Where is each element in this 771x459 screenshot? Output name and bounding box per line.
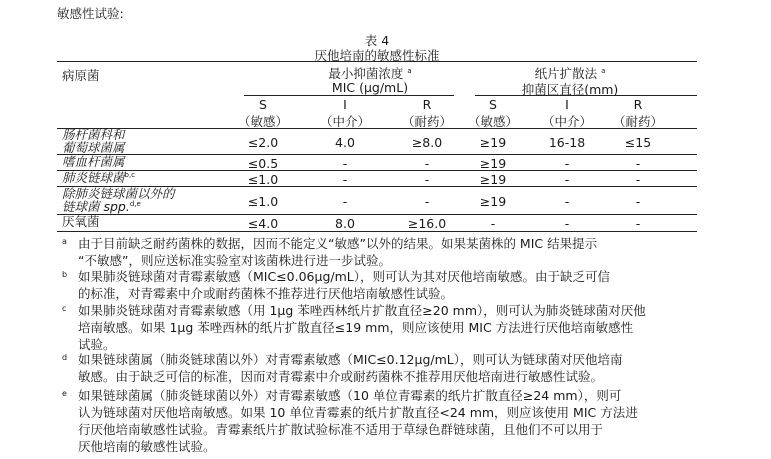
cell-r2-disk-r: - bbox=[635, 156, 641, 171]
footnote-e-line3: 行厌他培南敏感性试验。青霉素纸片扩散试验标准不适用于草绿色群链球菌，且他们不可以用于 bbox=[78, 422, 604, 437]
cell-r1-disk-r: ≤15 bbox=[624, 135, 652, 150]
cell-r3-disk-i: - bbox=[564, 172, 570, 187]
cell-r1-mic-s: ≤2.0 bbox=[247, 135, 279, 150]
footnote-c-line1: 如果肺炎链球菌对青霉素敏感（用 1μg 苯唑西林纸片扩散直径≥20 mm），则可认为肺炎链球菌对厌他 bbox=[78, 303, 646, 318]
intro-text: 敏感性试验: bbox=[57, 6, 124, 21]
cell-r5-disk-s: - bbox=[490, 216, 496, 231]
footnote-c bbox=[62, 302, 692, 353]
sub-label-mic-i: （中介） bbox=[319, 114, 370, 129]
footnote-d bbox=[62, 351, 692, 385]
cell-r3-mic-r: - bbox=[424, 172, 430, 187]
cell-r3-mic-s: ≤1.0 bbox=[247, 172, 279, 187]
cell-r1-mic-r: ≥8.0 bbox=[411, 135, 443, 150]
footnote-d-line2: 敏感。由于缺乏可信的标准，因而对青霉素中介或耐药菌株不推荐用厌他培南进行敏感性试验。 bbox=[78, 369, 604, 384]
cell-r2-disk-i: - bbox=[564, 156, 570, 171]
footnote-e-line4: 厌他培南的敏感性试验。 bbox=[78, 439, 216, 454]
mic-header-footnote-mark: a bbox=[407, 66, 412, 75]
row-pathogen-anaerobes: 厌氧菌 bbox=[62, 214, 100, 229]
footnote-c-line3: 试验。 bbox=[78, 337, 116, 352]
row-pathogen-haemophilus: 嗜血杆菌属 bbox=[62, 154, 125, 169]
footnote-b-mark: b bbox=[62, 270, 68, 279]
footnote-e-line2: 认为链球菌对厌他培南敏感。如果 10 单位青霉素的纸片扩散直径<24 mm，则应该使用 MIC 方法进 bbox=[78, 405, 638, 420]
footnote-c-line2: 培南敏感。如果 1μg 苯唑西林的纸片扩散直径≤19 mm，则应该使用 MIC 方法进行厌他培南敏感性 bbox=[78, 320, 634, 335]
sub-code-mic-s: S bbox=[259, 97, 267, 112]
cell-r5-disk-i: - bbox=[564, 216, 570, 231]
cell-r5-mic-s: ≤4.0 bbox=[247, 216, 279, 231]
disk-header-line1: 纸片扩散法 bbox=[534, 66, 598, 81]
sub-label-disk-s: （敏感） bbox=[467, 114, 518, 129]
table-caption-title: 厌他培南的敏感性标准 bbox=[314, 48, 440, 63]
sub-code-disk-s: S bbox=[489, 97, 497, 112]
cell-r4-mic-r: - bbox=[424, 194, 430, 209]
row-rule-2 bbox=[57, 170, 697, 171]
header-bottom-rule bbox=[57, 128, 697, 129]
cell-r2-mic-s: ≤0.5 bbox=[247, 156, 279, 171]
cell-r5-mic-r: ≥16.0 bbox=[407, 216, 447, 231]
row-pathogen-other-streptococci: 除肺炎链球菌以外的 链球菌 spp.$^{d,e}$ bbox=[62, 186, 175, 214]
row3-footnote-marks: b,c bbox=[124, 170, 136, 179]
sub-label-disk-i: （中介） bbox=[541, 114, 592, 129]
sub-label-mic-s: （敏感） bbox=[237, 114, 288, 129]
row4-footnote-marks: d,e bbox=[129, 199, 141, 208]
footnote-a bbox=[62, 235, 692, 269]
footnote-e-line1: 如果链球菌属（肺炎链球菌以外）对青霉素敏感（10 单位青霉素的纸片扩散直径≥24 mm），则可 bbox=[78, 388, 622, 403]
sub-code-disk-i: I bbox=[565, 97, 569, 112]
mic-header-line1: 最小抑菌浓度 bbox=[328, 66, 404, 81]
table-caption-number: 表 4 bbox=[364, 33, 390, 48]
cell-r1-disk-s: ≥19 bbox=[479, 135, 507, 150]
cell-r3-disk-r: - bbox=[635, 172, 641, 187]
mic-group-rule bbox=[244, 95, 454, 96]
disk-group-rule bbox=[475, 95, 697, 96]
cell-r4-mic-s: ≤1.0 bbox=[247, 194, 279, 209]
cell-r4-disk-r: - bbox=[635, 194, 641, 209]
mic-header-unit: MIC (μg/mL) bbox=[331, 80, 409, 95]
footnote-d-line1: 如果链球菌属（肺炎链球菌以外）对青霉素敏感（MIC≤0.12μg/mL），则可认为链球菌对厌他培南 bbox=[78, 352, 623, 367]
cell-r4-disk-s: ≥19 bbox=[479, 194, 507, 209]
cell-r1-disk-i: 16-18 bbox=[548, 135, 586, 150]
cell-r4-mic-i: - bbox=[342, 194, 348, 209]
pathogen-column-header: 病原菌 bbox=[62, 68, 100, 83]
row-pathogen-enterobacteriaceae: 肠杆菌科和 葡萄球菌属 bbox=[62, 127, 125, 155]
footnote-c-mark: c bbox=[62, 304, 67, 313]
cell-r5-disk-r: - bbox=[635, 216, 641, 231]
footnote-a-line2: “不敏感”，则应送标准实验室对该菌株进行进一步试验。 bbox=[78, 253, 391, 268]
row-rule-4 bbox=[57, 214, 697, 215]
cell-r1-mic-i: 4.0 bbox=[335, 135, 355, 150]
footnote-b-line2: 的标准，对青霉素中介或耐药菌株不推荐进行厌他培南敏感性试验。 bbox=[78, 286, 454, 301]
cell-r3-mic-i: - bbox=[342, 172, 348, 187]
footnote-a-line1: 由于目前缺乏耐药菌株的数据，因而不能定义“敏感”以外的结果。如果某菌株的 MIC 结果提示 bbox=[78, 236, 598, 251]
disk-header-unit: 抑菌区直径(mm) bbox=[521, 82, 619, 97]
footnote-a-mark: a bbox=[62, 237, 67, 246]
sub-code-disk-r: R bbox=[633, 97, 643, 112]
cell-r3-disk-s: ≥19 bbox=[479, 172, 507, 187]
cell-r2-disk-s: ≥19 bbox=[479, 156, 507, 171]
row-rule-1 bbox=[57, 154, 697, 155]
sub-label-mic-r: （耐药） bbox=[401, 114, 452, 129]
sub-code-mic-r: R bbox=[422, 97, 432, 112]
row-pathogen-pneumoniae: 肺炎链球菌$^{b,c}$ bbox=[62, 170, 136, 185]
cell-r2-mic-i: - bbox=[342, 156, 348, 171]
cell-r4-disk-i: - bbox=[564, 194, 570, 209]
disk-header-footnote-mark: a bbox=[601, 66, 606, 75]
sub-label-disk-r: （耐药） bbox=[612, 114, 663, 129]
cell-r5-mic-i: 8.0 bbox=[335, 216, 355, 231]
table-top-rule bbox=[57, 61, 697, 62]
footnote-e bbox=[62, 387, 692, 455]
footnote-e-mark: e bbox=[62, 389, 67, 398]
cell-r2-mic-r: - bbox=[424, 156, 430, 171]
footnote-d-mark: d bbox=[62, 353, 68, 362]
footnote-b bbox=[62, 268, 692, 302]
footnote-b-line1: 如果肺炎链球菌对青霉素敏感（MIC≤0.06μg/mL），则可认为其对厌他培南敏感。由于缺乏可信 bbox=[78, 269, 610, 284]
sub-code-mic-i: I bbox=[343, 97, 347, 112]
table-bottom-rule bbox=[57, 231, 697, 232]
